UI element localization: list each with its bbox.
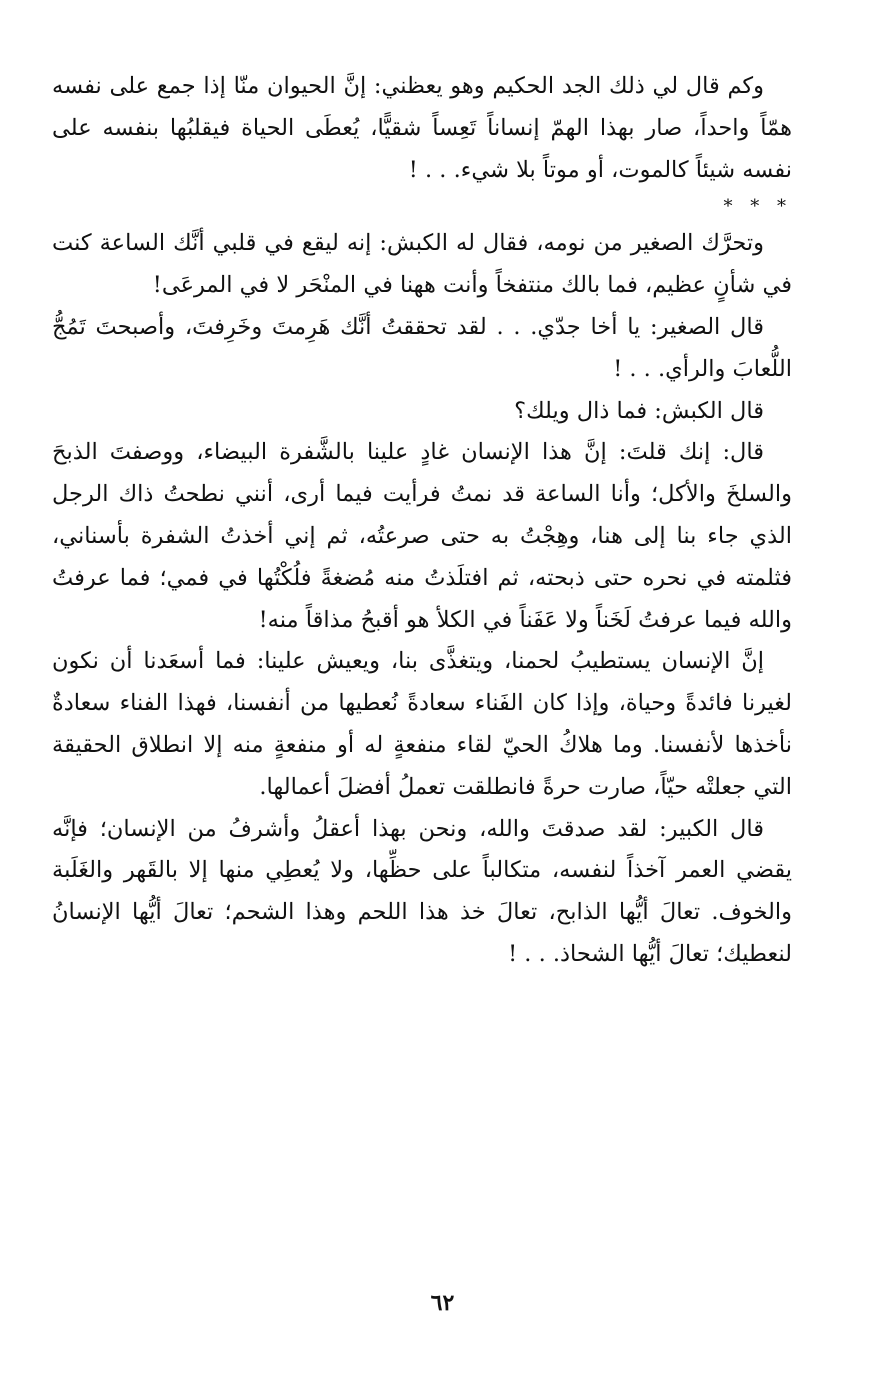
paragraph-4: قال الكبش: فما ذال ويلك؟ (514, 397, 764, 424)
paragraph-6: إنَّ الإنسان يستطيبُ لحمنا، ويتغذَّى بنا، ويعيش علينا: فما أسعَدنا أن نكون لغيرنا فائدةً وحياة، وإذا كان الفَناء سعادةً نُعطيها من أنفسنا، فهذا الفناء سعادةٌ نأخذها لأنفسنا. وما هلاكُ الحيّ لقاء منفعةٍ له أو منفعةٍ منه إلا انطلاق الحقيقة التي جعلتْه حيّاً، صارت حرةً فانطلقت تعملُ أفضلَ أعمالها. (52, 648, 792, 800)
page-body (52, 66, 792, 976)
page-number: ٦٢ (430, 1290, 455, 1316)
paragraph-3: قال الصغير: يا أخا جدّي. . . لقد تحققتُ أنَّك هَرِمتَ وخَرِفتَ، وأصبحتَ تَمُجُّ اللُّعابَ والرأي. . . ! (52, 313, 792, 382)
paragraph-5: قال: إنك قلتَ: إنَّ هذا الإنسان غادٍ علينا بالشَّفرة البيضاء، ووصفتَ الذبحَ والسلخَ والأكل؛ وأنا الساعة قد نمتُ فرأيت فيما أرى، أنني نطحتُ ذاك الرجل الذي جاء بنا إلى هنا، وهِجْتُ به حتى صرعتُه، ثم إني أخذتُ الشفرة بأسناني، فثلمته في نحره حتى ذبحته، ثم افتلَذتُ منه مُضغةً فلُكْتُها في فمي؛ فما عرفتُ والله فيما عرفتُ لَخَناً ولا عَفَناً في الكلأ هو أقبحُ مذاقاً منه! (52, 439, 792, 633)
paragraph-1: وكم قال لي ذلك الجد الحكيم وهو يعظني: إنَّ الحيوان منّا إذا جمع على نفسه همّاً واحداً، صار بهذا الهمّ إنساناً تَعِساً شقيًّا، يُعطَى الحياة فيقلبُها بنفسه على نفسه شيئاً كالموت، أو موتاً بلا شيء. . . ! (52, 73, 792, 183)
paragraph-2: وتحرَّك الصغير من نومه، فقال له الكبش: إنه ليقع في قلبي أنَّك الساعة كنت في شأنٍ عظيم، فما بالك منتفخاً وأنت ههنا في المنْحَر لا في المرعَى! (52, 230, 792, 299)
paragraph-7: قال الكبير: لقد صدقتَ والله، ونحن بهذا أعقلُ وأشرفُ من الإنسان؛ فإنَّه يقضي العمر آخذاً لنفسه، متكالباً على حظِّها، ولا يُعطِي منها إلا بالقَهر والغَلَبة والخوف. تعالَ أيُّها الذابح، تعالَ خذ هذا اللحم وهذا الشحم؛ تعالَ أيُّها الإنسانُ لنعطيك؛ تعالَ أيُّها الشحاذ. . . ! (52, 815, 792, 967)
section-separator: * * * (723, 196, 792, 218)
